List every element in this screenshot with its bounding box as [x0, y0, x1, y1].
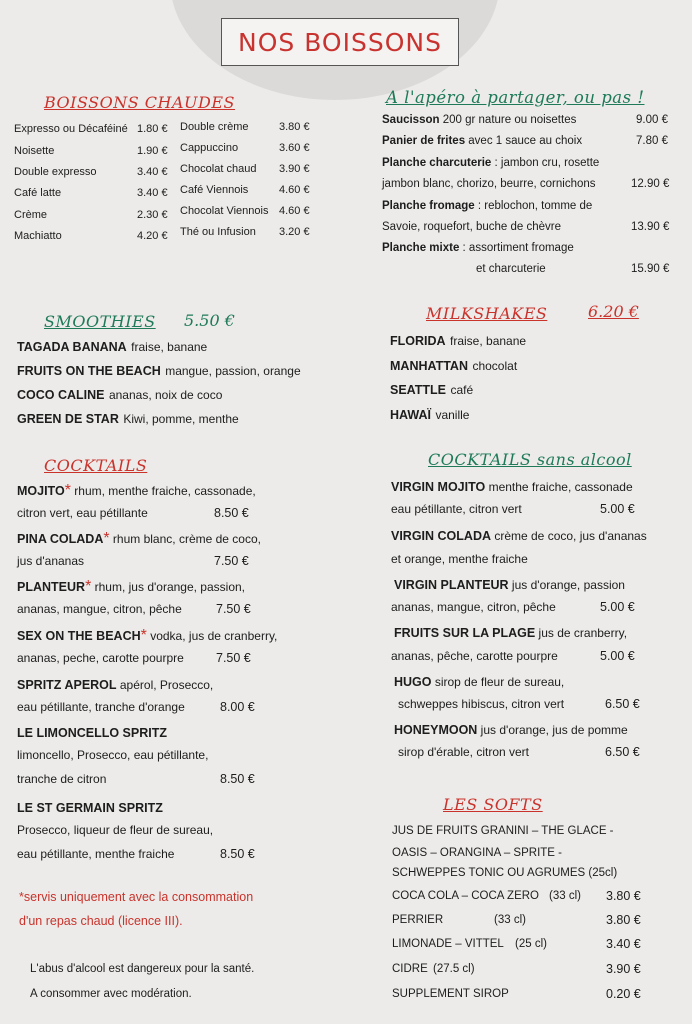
hot-item-name: Café latte: [14, 187, 62, 199]
hot-drinks-heading: BOISSONS CHAUDES: [44, 93, 235, 112]
apero-item-desc: Savoie, roquefort, buche de chèvre: [382, 221, 562, 233]
soft-item: SCHWEPPES TONIC OU AGRUMES (25cl): [392, 867, 618, 879]
cocktail-name: SPRITZ APEROL: [17, 678, 117, 692]
soft-qty: (33 cl): [549, 890, 581, 902]
cocktail-desc: Prosecco, liqueur de fleur de sureau,: [17, 823, 214, 837]
mocktail-desc: jus d'orange, jus de pomme: [477, 723, 628, 737]
milkshake-desc: fraise, banane: [450, 334, 527, 348]
hot-item-name: Café Viennois: [180, 184, 249, 196]
mocktail-name: HUGO: [394, 675, 432, 689]
title-box: [221, 18, 459, 66]
smoothie-desc: Kiwi, pomme, menthe: [123, 412, 239, 426]
apero-item-desc: : jambon cru, rosette: [491, 157, 600, 169]
alcohol-warning: A consommer avec modération.: [30, 988, 192, 1000]
smoothie-name: COCO CALINE: [17, 388, 105, 402]
mocktail-price: 5.00 €: [600, 649, 635, 663]
mocktail-name: VIRGIN PLANTEUR: [394, 578, 509, 592]
mocktail-desc: schweppes hibiscus, citron vert: [398, 697, 565, 711]
mocktail-price: 6.50 €: [605, 745, 640, 759]
mocktails-heading: COCKTAILS sans alcool: [428, 450, 632, 469]
hot-item-name: Crème: [14, 209, 48, 221]
milkshake-name: HAWAÏ: [390, 408, 431, 422]
hot-item-price: 4.60 €: [279, 205, 310, 217]
cocktail-name: PINA COLADA: [17, 532, 104, 546]
soft-item: JUS DE FRUITS GRANINI – THE GLACE -: [392, 825, 614, 837]
apero-item-desc: avec 1 sauce au choix: [465, 135, 583, 147]
smoothie-name: FRUITS ON THE BEACH: [17, 364, 161, 378]
mocktail-price: 6.50 €: [605, 697, 640, 711]
apero-item-desc: jambon blanc, chorizo, beurre, cornichons: [382, 178, 596, 190]
cocktail-price: 8.50 €: [220, 847, 255, 861]
mocktail-name: HONEYMOON: [394, 723, 478, 737]
cocktail-price: 8.00 €: [220, 700, 255, 714]
hot-item-price: 3.20 €: [279, 226, 310, 238]
mocktail-price: 5.00 €: [600, 600, 635, 614]
cocktail-desc: citron vert, eau pétillante: [17, 506, 148, 520]
cocktail-name: LE LIMONCELLO SPRITZ: [17, 726, 167, 740]
mocktail-desc: eau pétillante, citron vert: [391, 502, 522, 516]
mocktail-desc: jus de cranberry,: [535, 626, 628, 640]
cocktail-price: 7.50 €: [216, 602, 251, 616]
cocktail-desc: eau pétillante, tranche d'orange: [17, 700, 185, 714]
hot-item-name: Noisette: [14, 145, 55, 157]
mocktail-name: VIRGIN COLADA: [391, 529, 491, 543]
mocktail-desc: ananas, pêche, carotte pourpre: [391, 649, 558, 663]
soft-price: 3.80 €: [606, 889, 641, 903]
hot-item-name: Double crème: [180, 121, 249, 133]
hot-item-name: Expresso ou Décaféiné: [14, 123, 128, 135]
milkshake-name: MANHATTAN: [390, 359, 468, 373]
mocktail-desc: sirop de fleur de sureau,: [431, 675, 565, 689]
licence-note: *servis uniquement avec la consommation: [19, 890, 254, 904]
cocktail-star: *: [85, 578, 92, 595]
cocktail-star: *: [64, 482, 71, 499]
cocktail-name: SEX ON THE BEACH: [17, 629, 141, 643]
apero-item-price: 15.90 €: [631, 263, 670, 275]
hot-item-price: 4.20 €: [137, 230, 168, 242]
apero-item-name: Planche charcuterie: [382, 157, 492, 169]
mocktail-name: FRUITS SUR LA PLAGE: [394, 626, 536, 640]
milkshake-desc: vanille: [435, 408, 470, 422]
apero-item-desc: 200 gr nature ou noisettes: [439, 114, 577, 126]
soft-price: 0.20 €: [606, 987, 641, 1001]
hot-item-name: Cappuccino: [180, 142, 239, 154]
milkshake-desc: chocolat: [472, 359, 518, 373]
mocktail-price: 5.00 €: [600, 502, 635, 516]
hot-item-name: Machiatto: [14, 230, 62, 242]
soft-item: PERRIER: [392, 914, 444, 926]
soft-item: COCA COLA – COCA ZERO: [392, 890, 539, 902]
mocktail-desc: et orange, menthe fraiche: [391, 552, 528, 566]
cocktail-desc: rhum blanc, crème de coco,: [109, 532, 261, 546]
apero-item-price: 9.00 €: [636, 114, 668, 126]
hot-item-price: 3.80 €: [279, 121, 310, 133]
cocktail-desc: jus d'ananas: [17, 554, 85, 568]
apero-heading: A l'apéro à partager, ou pas !: [386, 88, 645, 107]
cocktail-price: 8.50 €: [214, 506, 249, 520]
cocktail-star: *: [140, 627, 147, 644]
cocktail-desc: eau pétillante, menthe fraiche: [17, 847, 175, 861]
cocktail-star: *: [103, 530, 110, 547]
soft-qty: (33 cl): [494, 914, 526, 926]
cocktail-price: 7.50 €: [216, 651, 251, 665]
apero-item-name: Planche fromage: [382, 200, 475, 212]
cocktail-desc: tranche de citron: [17, 772, 107, 786]
apero-item-name: Saucisson: [382, 114, 440, 126]
apero-item-price: 13.90 €: [631, 221, 670, 233]
soft-price: 3.80 €: [606, 913, 641, 927]
licence-note: d'un repas chaud (licence III).: [19, 914, 183, 928]
cocktails-heading: COCKTAILS: [44, 456, 148, 475]
cocktail-desc: apérol, Prosecco,: [116, 678, 214, 692]
cocktail-desc: rhum, jus d'orange, passion,: [91, 580, 246, 594]
cocktail-desc: rhum, menthe fraiche, cassonade,: [70, 484, 256, 498]
smoothie-desc: ananas, noix de coco: [108, 388, 223, 402]
mocktail-desc: menthe fraiche, cassonade: [485, 480, 633, 494]
smoothie-desc: fraise, banane: [131, 340, 208, 354]
soft-price: 3.90 €: [606, 962, 641, 976]
hot-item-price: 1.80 €: [137, 123, 168, 135]
cocktail-name: LE ST GERMAIN SPRITZ: [17, 801, 163, 815]
mocktail-desc: crème de coco, jus d'ananas: [491, 529, 647, 543]
milkshakes-price: 6.20 €: [588, 302, 639, 321]
apero-item-desc: : reblochon, tomme de: [474, 200, 593, 212]
apero-item-price: 12.90 €: [631, 178, 670, 190]
soft-item: LIMONADE – VITTEL: [392, 938, 504, 950]
alcohol-warning: L'abus d'alcool est dangereux pour la santé.: [30, 963, 255, 975]
smoothie-name: GREEN DE STAR: [17, 412, 119, 426]
hot-item-price: 1.90 €: [137, 145, 168, 157]
smoothies-price: 5.50 €: [184, 311, 235, 330]
soft-item: CIDRE: [392, 963, 428, 975]
smoothie-name: TAGADA BANANA: [17, 340, 127, 354]
cocktail-desc: ananas, mangue, citron, pêche: [17, 602, 182, 616]
hot-item-name: Double expresso: [14, 166, 97, 178]
softs-heading: LES SOFTS: [443, 795, 543, 814]
hot-item-name: Thé ou Infusion: [180, 226, 256, 238]
cocktail-name: MOJITO: [17, 484, 65, 498]
mocktail-desc: ananas, mangue, citron, pêche: [391, 600, 556, 614]
cocktail-name: PLANTEUR: [17, 580, 86, 594]
soft-qty: (25 cl): [515, 938, 547, 950]
hot-item-price: 2.30 €: [137, 209, 168, 221]
cocktail-price: 7.50 €: [214, 554, 249, 568]
hot-item-price: 4.60 €: [279, 184, 310, 196]
milkshake-desc: café: [450, 383, 474, 397]
cocktail-desc: ananas, peche, carotte pourpre: [17, 651, 184, 665]
milkshakes-heading: MILKSHAKES: [426, 304, 548, 323]
apero-item-desc: et charcuterie: [476, 263, 546, 275]
hot-item-price: 3.40 €: [137, 166, 168, 178]
cocktail-desc: limoncello, Prosecco, eau pétillante,: [17, 748, 209, 762]
mocktail-name: VIRGIN MOJITO: [391, 480, 486, 494]
hot-item-name: Chocolat chaud: [180, 163, 257, 175]
smoothies-heading: SMOOTHIES: [44, 312, 156, 331]
cocktail-desc: vodka, jus de cranberry,: [146, 629, 278, 643]
milkshake-name: SEATTLE: [390, 383, 447, 397]
apero-item-name: Panier de frites: [382, 135, 466, 147]
cocktail-price: 8.50 €: [220, 772, 255, 786]
milkshake-name: FLORIDA: [390, 334, 446, 348]
smoothie-desc: mangue, passion, orange: [165, 364, 301, 378]
apero-item-price: 7.80 €: [636, 135, 668, 147]
apero-item-name: Planche mixte: [382, 242, 460, 254]
hot-item-price: 3.90 €: [279, 163, 310, 175]
soft-item: OASIS – ORANGINA – SPRITE -: [392, 847, 562, 859]
hot-item-price: 3.60 €: [279, 142, 310, 154]
soft-qty: (27.5 cl): [433, 963, 475, 975]
soft-item: SUPPLEMENT SIROP: [392, 988, 509, 1000]
soft-price: 3.40 €: [606, 937, 641, 951]
apero-item-desc: : assortiment fromage: [459, 242, 574, 254]
mocktail-desc: jus d'orange, passion: [508, 578, 625, 592]
hot-item-price: 3.40 €: [137, 187, 168, 199]
page-title: NOS BOISSONS: [238, 27, 442, 57]
mocktail-desc: sirop d'érable, citron vert: [398, 745, 530, 759]
hot-item-name: Chocolat Viennois: [180, 205, 269, 217]
